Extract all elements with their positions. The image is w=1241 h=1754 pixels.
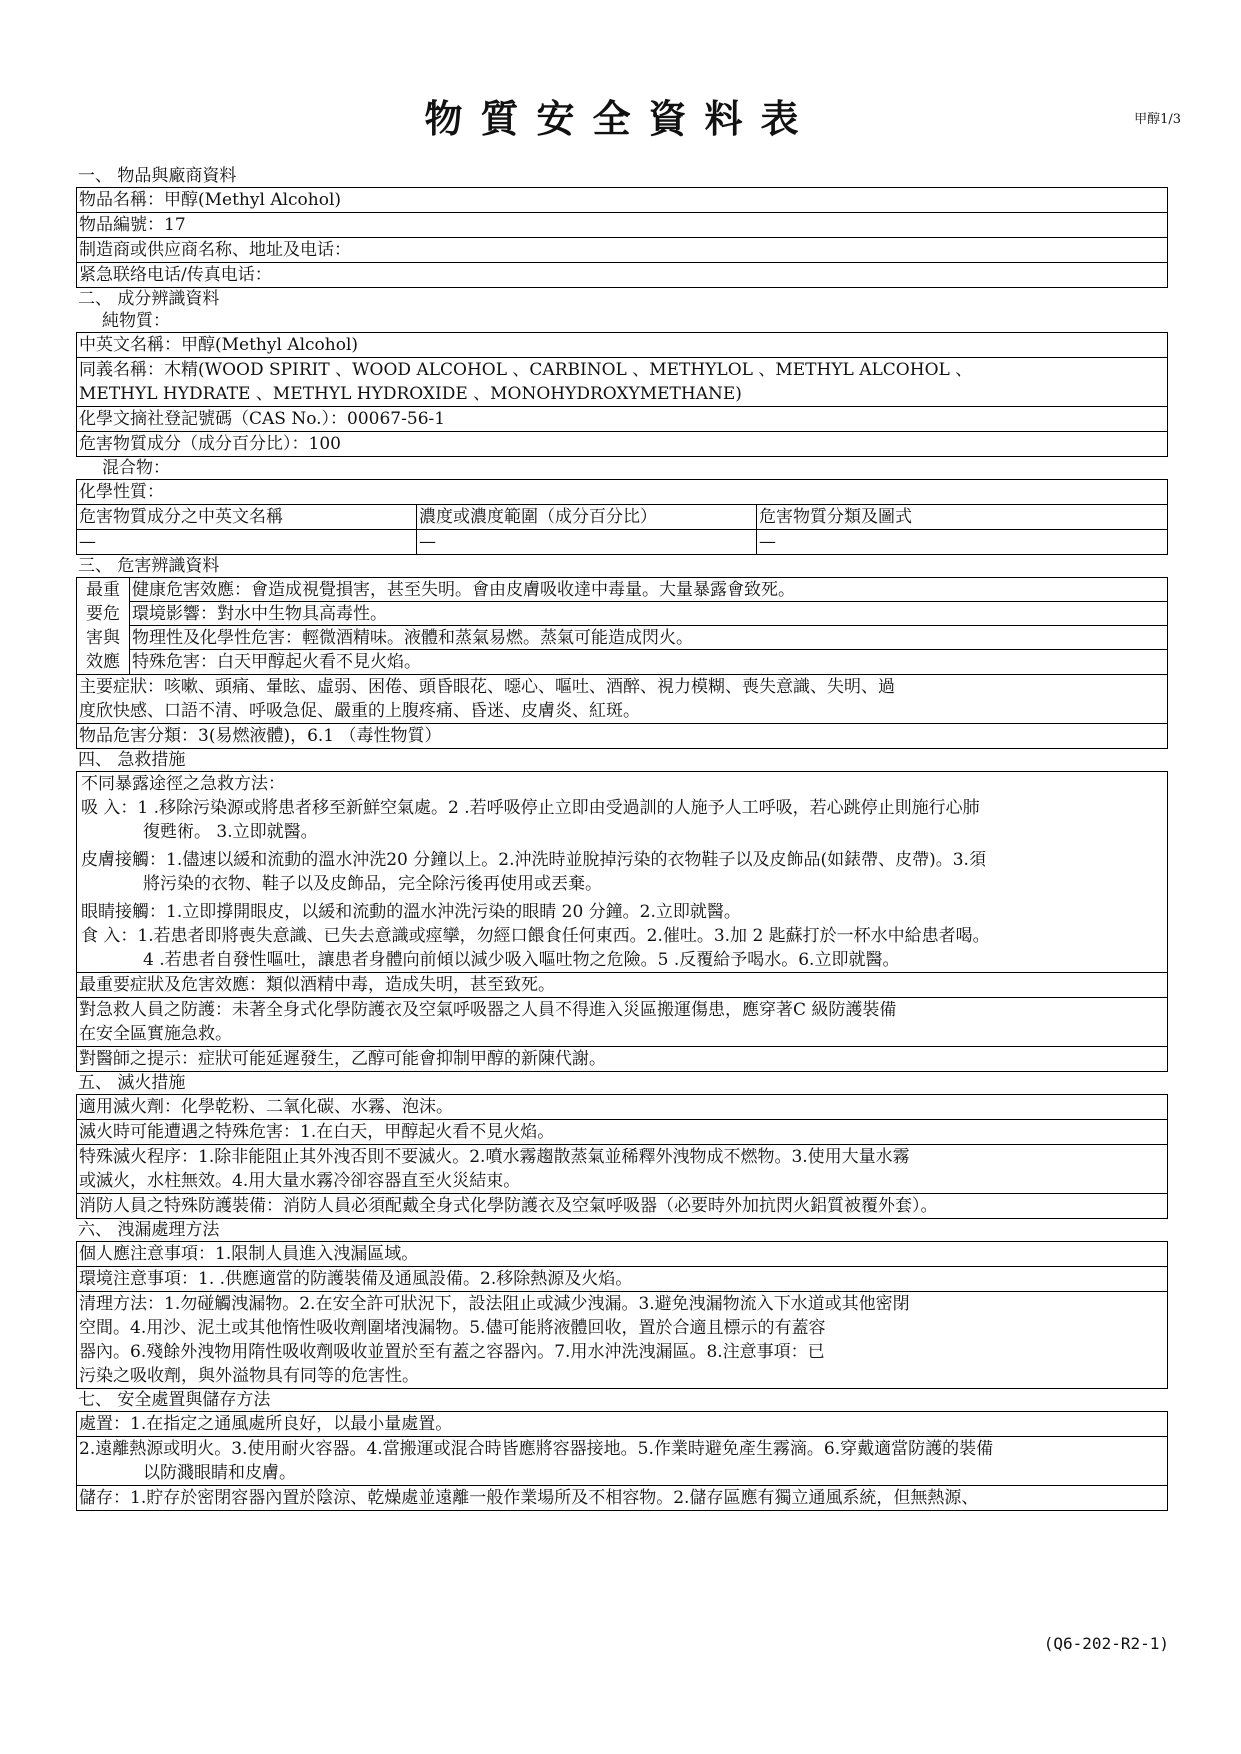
cell-classification: — [759, 532, 776, 552]
special-hazard-row: 特殊危害：白天甲醇起火看不見火焰。 [132, 652, 421, 672]
special-fire-hazard-row: 滅火時可能遭遇之特殊危害：1.在白天，甲醇起火看不見火焰。 [77, 1120, 1167, 1145]
procedure-line-1: 特殊滅火程序：1.除非能阻止其外洩否則不要滅火。2.噴水霧趨散蒸氣並稀釋外洩物成不燃物。3.使用大量水霧 [79, 1147, 910, 1167]
important-symptoms-row: 最重要症狀及危害效應：類似酒精中毒，造成失明，甚至致死。 [77, 973, 1167, 998]
major-hazard-block [77, 578, 1167, 675]
cleanup-line-2: 空間。4.用沙、泥土或其他惰性吸收劑圍堵洩漏物。5.儘可能將液體回收，置於合適且標示的有蓋容 [79, 1318, 826, 1338]
cas-row: 化學文摘社登記號碼（CAS No.）：00067-56-1 [77, 407, 1167, 432]
label-char-3: 害與 [86, 628, 120, 648]
sds-content [76, 165, 1168, 1511]
section-6-table [76, 1241, 1168, 1389]
skin-line-2: 將污染的衣物、鞋子以及皮飾品，完全除污後再使用或丟棄。 [143, 874, 602, 894]
manufacturer-row: 制造商或供应商名称、地址及电话： [77, 238, 1167, 263]
hazard-class-row: 物品危害分類：3(易燃液體)，6.1 （毒性物質） [79, 726, 442, 746]
label-char-2: 要危 [86, 604, 120, 624]
label-char-4: 效應 [86, 652, 120, 672]
page-number: 甲醇1/3 [1134, 112, 1181, 127]
symptoms-line-2: 度欣快感、口語不清、呼吸急促、嚴重的上腹疼痛、昏迷、皮膚炎、紅斑。 [79, 701, 640, 721]
section-2-heading: 二、 成分辨識資料 [78, 289, 220, 309]
section-1-table [76, 187, 1168, 288]
cleanup-line-4: 污染之吸收劑，與外溢物具有同等的危害性。 [79, 1366, 419, 1386]
document-title: 物質安全資料表 [424, 96, 817, 141]
column-header-concentration: 濃度或濃度範圍（成分百分比） [417, 505, 757, 529]
inhalation-line-2: 復甦術。 3.立即就醫。 [143, 822, 318, 842]
pure-substance-label: 純物質： [102, 311, 170, 331]
product-number-row: 物品編號：17 [77, 213, 1167, 238]
first-aid-intro: 不同暴露途徑之急救方法： [81, 774, 285, 794]
section-7-table [76, 1411, 1168, 1511]
personal-precaution-row: 個人應注意事項：1.限制人員進入洩漏區域。 [77, 1242, 1167, 1267]
symptoms-line-1: 主要症狀：咳嗽、頭痛、暈眩、虛弱、困倦、頭昏眼花、噁心、嘔吐、酒醉、視力模糊、喪失意識、失明、過 [79, 677, 895, 697]
handling-line-1: 2.遠離熱源或明火。3.使用耐火容器。4.當搬運或混合時皆應將容器接地。5.作業時避免產生霧滴。6.穿戴適當防護的裝備 [79, 1439, 994, 1459]
product-name-row: 物品名稱：甲醇(Methyl Alcohol) [77, 188, 1167, 213]
ingestion-line-1: 食 入：1.若患者即將喪失意識、已失去意識或痙攣，勿經口餵食任何東西。2.催吐。3.加 2 匙蘇打於一杯水中給患者喝。 [81, 926, 990, 946]
skin-line-1: 皮膚接觸：1.儘速以緩和流動的溫水沖洗20 分鐘以上。2.沖洗時並脫掉污染的衣物鞋子以及皮飾品(如錶帶、皮帶)。3.須 [81, 850, 986, 870]
synonym-line-1: 同義名稱：木精(WOOD SPIRIT 、WOOD ALCOHOL 、CARBINOL 、METHYLOL 、METHYL ALCOHOL 、 [79, 360, 973, 380]
major-hazard-items [130, 578, 1167, 674]
mixture-label: 混合物： [102, 458, 170, 478]
section-2-table [76, 332, 1168, 457]
major-hazard-label [77, 578, 130, 674]
section-4-table [76, 771, 1168, 1072]
hazard-content-row: 危害物質成分（成分百分比）：100 [79, 434, 341, 454]
firefighting-procedure-row [77, 1145, 1167, 1194]
cell-concentration: — [417, 530, 757, 554]
inhalation-line-1: 吸 入：1 .移除污染源或將患者移至新鮮空氣處。2 .若呼吸停止立即由受過訓的人施予人工呼吸，若心跳停止則施行心肺 [81, 798, 980, 818]
label-char-1: 最重 [86, 580, 120, 600]
handling-details-row [77, 1437, 1167, 1486]
rescuer-protection-row [77, 998, 1167, 1047]
column-header-classification: 危害物質分類及圖式 [759, 507, 912, 527]
rescuer-line-1: 對急救人員之防護：未著全身式化學防護衣及空氣呼吸器之人員不得進入災區搬運傷患，應穿著C 級防護裝備 [79, 1000, 897, 1020]
section-5-table [76, 1094, 1168, 1219]
mixture-header-row [77, 505, 1167, 530]
cleanup-method-row [77, 1292, 1167, 1388]
emergency-contact-row: 紧急联络电话/传真电话： [79, 265, 272, 285]
column-header-name: 危害物質成分之中英文名稱 [77, 505, 417, 529]
first-aid-block [77, 772, 1167, 973]
firefighter-equipment-row: 消防人員之特殊防護裝備：消防人員必須配戴全身式化學防護衣及空氣呼吸器（必要時外加抗閃火鋁質被覆外套）。 [79, 1196, 938, 1216]
symptoms-row [77, 675, 1167, 724]
synonym-row [77, 358, 1167, 407]
section-6-heading: 六、 洩漏處理方法 [78, 1220, 220, 1240]
section-4-heading: 四、 急救措施 [78, 750, 186, 770]
section-3-heading: 三、 危害辨識資料 [78, 556, 220, 576]
storage-row: 儲存：1.貯存於密閉容器內置於陰涼、乾燥處並遠離一般作業場所及不相容物。2.儲存區應有獨立通風系統，但無熱源、 [79, 1488, 979, 1508]
section-1-heading: 一、 物品與廠商資料 [78, 166, 237, 186]
environmental-precaution-row: 環境注意事項：1. .供應適當的防護裝備及通風設備。2.移除熱源及火焰。 [77, 1267, 1167, 1292]
section-7-heading: 七、 安全處置與儲存方法 [78, 1390, 271, 1410]
document-code: (Q6-202-R2-1) [1043, 1634, 1169, 1653]
handling-line-2: 以防濺眼睛和皮膚。 [143, 1463, 296, 1483]
environment-impact-row: 環境影響：對水中生物具高毒性。 [130, 602, 1167, 626]
chinese-english-name-row: 中英文名稱：甲醇(Methyl Alcohol) [77, 333, 1167, 358]
cleanup-line-3: 器內。6.殘餘外洩物用隋性吸收劑吸收並置於至有蓋之容器內。7.用水沖洗洩漏區。8.注意事項：已 [79, 1342, 825, 1362]
section-5-heading: 五、 滅火措施 [78, 1073, 186, 1093]
ingestion-line-2: 4 .若患者自發性嘔吐，讓患者身體向前傾以減少吸入嘔吐物之危險。5 .反覆給予喝水。6.立即就醫。 [143, 950, 900, 970]
procedure-line-2: 或滅火，水柱無效。4.用大量水霧冷卻容器直至火災結束。 [79, 1171, 521, 1191]
rescuer-line-2: 在安全區實施急救。 [79, 1024, 232, 1044]
physical-chemical-hazard-row: 物理性及化學性危害：輕微酒精味。液體和蒸氣易燃。蒸氣可能造成閃火。 [130, 626, 1167, 650]
section-3-table [76, 577, 1168, 749]
mixture-data-row [77, 530, 1167, 554]
health-hazard-row: 健康危害效應：會造成視覺損害，甚至失明。會由皮膚吸收達中毒量。大量暴露會致死。 [130, 578, 1167, 602]
chemical-property-row: 化學性質： [77, 480, 1167, 505]
handling-row: 處置：1.在指定之通風處所良好，以最小量處置。 [77, 1412, 1167, 1437]
synonym-line-2: METHYL HYDRATE 、METHYL HYDROXIDE 、MONOHYDROXYMETHANE) [79, 384, 742, 404]
cell-name: — [77, 530, 417, 554]
eye-line: 眼睛接觸：1.立即撐開眼皮，以緩和流動的溫水沖洗污染的眼睛 20 分鐘。2.立即就醫。 [81, 902, 741, 922]
mixture-table [76, 479, 1168, 555]
physician-note-row: 對醫師之提示：症狀可能延遲發生，乙醇可能會抑制甲醇的新陳代謝。 [79, 1049, 606, 1069]
extinguishing-media-row: 適用滅火劑：化學乾粉、二氧化碳、水霧、泡沫。 [77, 1095, 1167, 1120]
cleanup-line-1: 清理方法：1.勿碰觸洩漏物。2.在安全許可狀況下，設法阻止或減少洩漏。3.避免洩漏物流入下水道或其他密閉 [79, 1294, 910, 1314]
